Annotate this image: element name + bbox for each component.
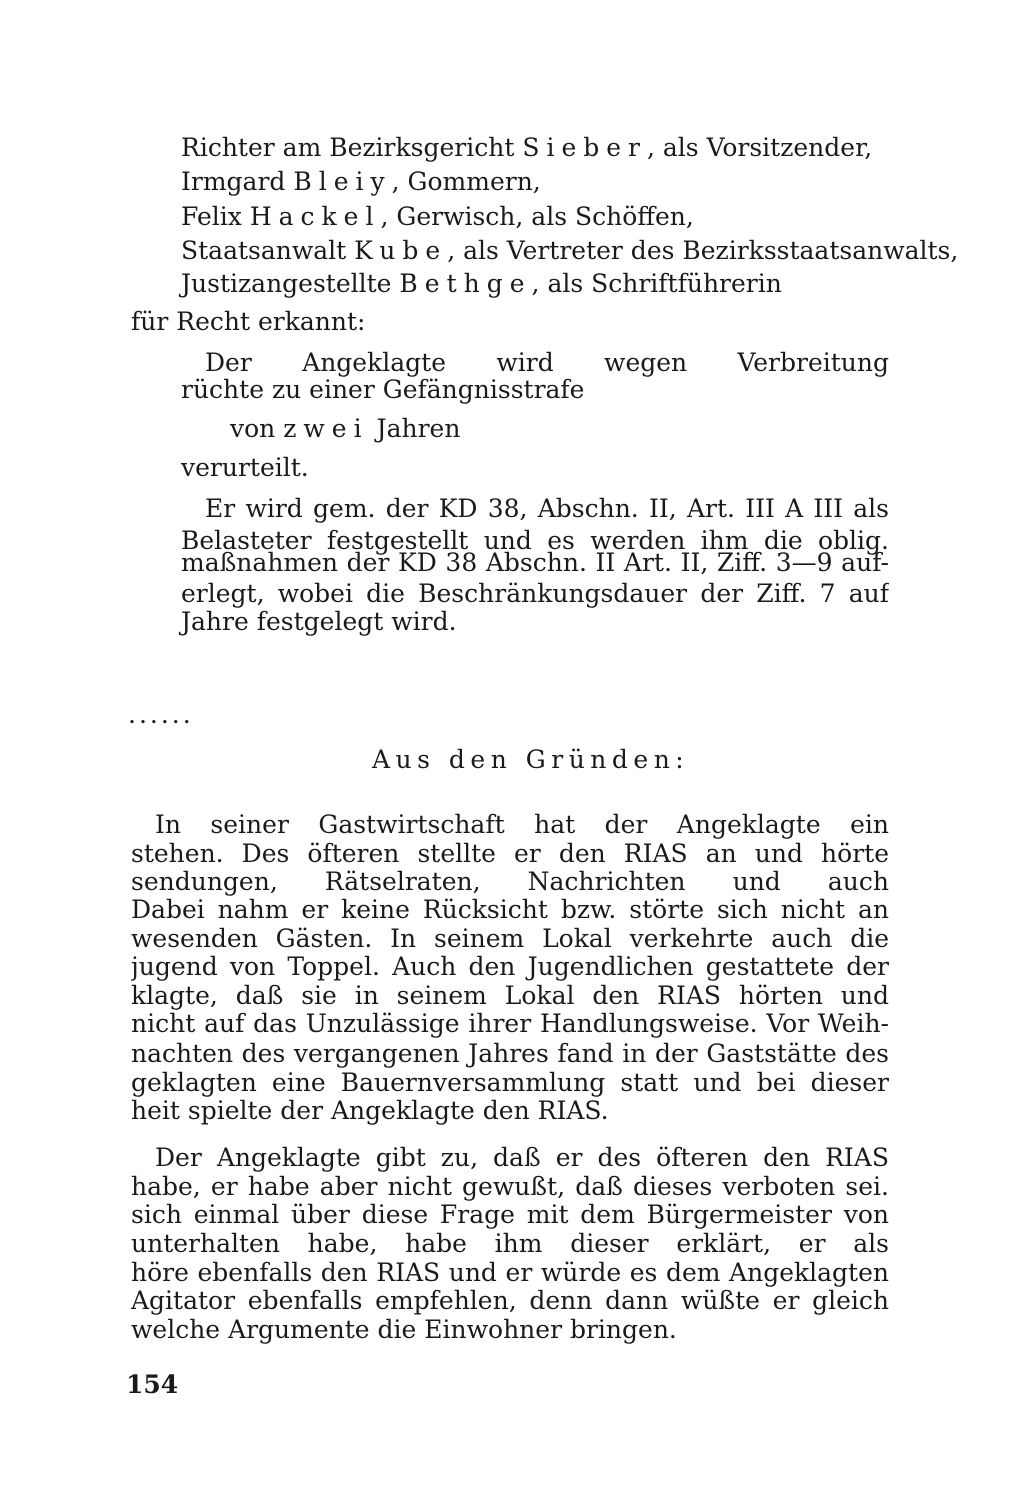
reasons-line: welche Argumente die Einwohner bringen. bbox=[131, 1315, 677, 1344]
reasons-line: wesenden Gästen. In seinem Lokal verkehrte auch die bbox=[131, 924, 889, 953]
verdict-para-line: Jahre festgelegt wird. bbox=[181, 607, 457, 636]
reasons-line: höre ebenfalls den RIAS und er würde es dem Angeklagten bbox=[131, 1258, 889, 1287]
judge-line bbox=[181, 165, 541, 199]
judge-line bbox=[181, 131, 872, 165]
judge-role: Irmgard bbox=[181, 167, 294, 196]
verdict-para-line: Belasteter festgestellt und es werden ihm die oblig. bbox=[181, 526, 889, 555]
judge-role-suffix: , als Schriftführerin bbox=[531, 269, 782, 298]
judge-role-suffix: , Gerwisch, als Schöffen, bbox=[380, 202, 694, 231]
judge-line bbox=[181, 234, 958, 268]
judge-role: Justizangestellte bbox=[181, 269, 400, 298]
judge-line bbox=[181, 200, 694, 234]
judge-name: Sieber bbox=[522, 133, 647, 162]
recognized-line: für Recht erkannt: bbox=[131, 307, 366, 336]
term-prefix: von bbox=[230, 414, 284, 443]
judge-line bbox=[181, 267, 782, 301]
judge-name: Kube bbox=[354, 236, 448, 265]
reasons-line: nachten des vergangenen Jahres fand in der Gaststätte des bbox=[131, 1039, 889, 1068]
sentenced-line: verurteilt. bbox=[181, 453, 309, 482]
ellipsis-marker: ...... bbox=[128, 700, 194, 729]
judge-role-suffix: , als Vorsitzender, bbox=[647, 133, 873, 162]
term-years: zwei bbox=[283, 414, 369, 443]
sentence-term bbox=[230, 412, 460, 446]
reasons-line: habe, er habe aber nicht gewußt, daß dieses verboten sei. bbox=[131, 1172, 889, 1201]
judge-name: Hackel bbox=[249, 202, 381, 231]
judge-role: Richter am Bezirksgericht bbox=[181, 133, 523, 162]
term-suffix: Jahren bbox=[368, 414, 461, 443]
section-heading: Aus den Gründen: bbox=[372, 745, 690, 774]
reasons-line: nicht auf das Unzulässige ihrer Handlungsweise. Vor Weih- bbox=[131, 1009, 889, 1038]
reasons-line: unterhalten habe, habe ihm dieser erklärt, er als bbox=[131, 1229, 889, 1258]
reasons-line: heit spielte der Angeklagte den RIAS. bbox=[131, 1096, 609, 1125]
verdict-para-line: erlegt, wobei die Beschränkungsdauer der Ziff. 7 auf bbox=[181, 579, 889, 608]
judge-role: Staatsanwalt bbox=[181, 236, 355, 265]
reasons-line: Dabei nahm er keine Rücksicht bzw. störte sich nicht an bbox=[131, 895, 889, 924]
page-number: 154 bbox=[126, 1370, 179, 1399]
reasons-line: geklagten eine Bauernversammlung statt und bei dieser bbox=[131, 1068, 889, 1097]
reasons-line: jugend von Toppel. Auch den Jugendlichen gestattete der bbox=[131, 952, 889, 981]
reasons-line: stehen. Des öfteren stellte er den RIAS an und hörte bbox=[131, 839, 889, 868]
verdict-line: rüchte zu einer Gefängnisstrafe bbox=[181, 375, 585, 404]
judge-role-suffix: , Gommern, bbox=[391, 167, 541, 196]
verdict-para-line: maßnahmen der KD 38 Abschn. II Art. II, Ziff. 3—9 auf- bbox=[181, 548, 889, 577]
reasons-line: klagte, daß sie in seinem Lokal den RIAS hörten und bbox=[131, 981, 889, 1010]
reasons-line: In seiner Gastwirtschaft hat der Angeklagte ein bbox=[155, 810, 889, 839]
judge-name: Bethge bbox=[399, 269, 532, 298]
reasons-line: Agitator ebenfalls empfehlen, denn dann wüßte er gleich bbox=[131, 1286, 889, 1315]
verdict-para-line: Er wird gem. der KD 38, Abschn. II, Art. III A III als bbox=[205, 494, 889, 523]
reasons-line: sendungen, Rätselraten, Nachrichten und auch bbox=[131, 867, 889, 896]
judge-name: Bleiy bbox=[293, 167, 392, 196]
judge-role-suffix: , als Vertreter des Bezirksstaatsanwalts, bbox=[447, 236, 959, 265]
verdict-line: Der Angeklagte wird wegen Verbreitung bbox=[205, 348, 889, 377]
reasons-line: sich einmal über diese Frage mit dem Bürgermeister von bbox=[131, 1200, 889, 1229]
reasons-line: Der Angeklagte gibt zu, daß er des öfteren den RIAS bbox=[155, 1143, 889, 1172]
judge-role: Felix bbox=[181, 202, 250, 231]
